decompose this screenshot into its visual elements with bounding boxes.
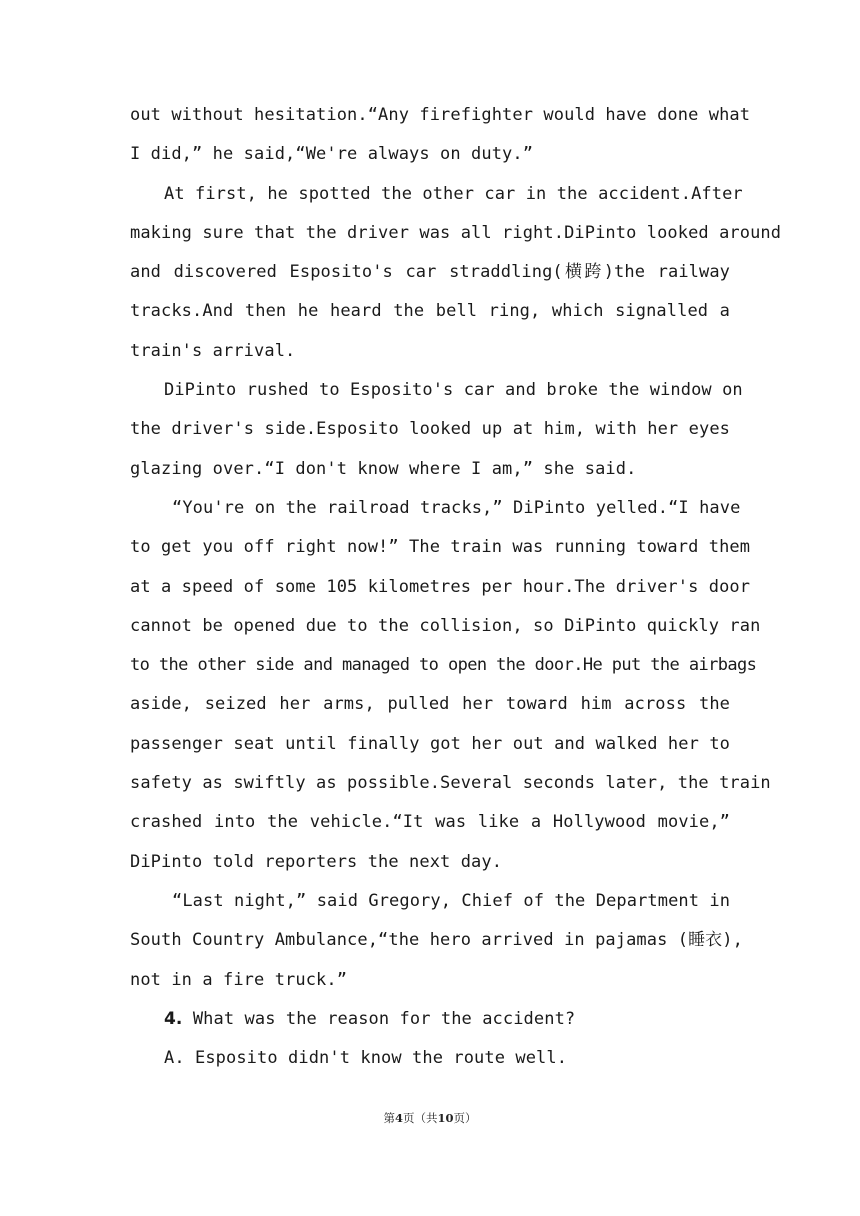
passage-line: safety as swiftly as possible.Several seconds later, the train	[130, 773, 771, 794]
passage-line: to get you off right now!” The train was running toward them	[130, 537, 751, 558]
passage-line: the driver's side.Esposito looked up at him, with her eyes	[130, 419, 730, 440]
passage-line: crashed into the vehicle.“It was like a Hollywood movie,”	[130, 812, 730, 833]
passage-line: At first, he spotted the other car in the accident.After	[164, 183, 743, 204]
passage-line: at a speed of some 105 kilometres per hour.The driver's door	[130, 576, 751, 597]
page-footer	[0, 1110, 860, 1126]
footer-middle: 页（共	[403, 1111, 438, 1125]
question-text: What was the reason for the accident?	[192, 1008, 576, 1029]
passage-line: I did,” he said,“We're always on duty.”	[130, 144, 534, 165]
passage-line: making sure that the driver was all right.DiPinto looked around	[130, 222, 782, 243]
passage-line: tracks.And then he heard the bell ring, which signalled a	[130, 301, 730, 322]
passage-line: not in a fire truck.”	[130, 969, 348, 990]
passage-line: “Last night,” said Gregory, Chief of the Department in	[172, 890, 731, 911]
passage-line: “You're on the railroad tracks,” DiPinto yelled.“I have	[172, 497, 741, 518]
passage-line: out without hesitation.“Any firefighter would have done what	[130, 105, 751, 125]
passage-line: South Country Ambulance,“the hero arrived in pajamas (睡衣),	[130, 930, 743, 951]
passage-line: aside, seized her arms, pulled her toward him across the	[130, 694, 730, 715]
footer-suffix: 页）	[453, 1111, 477, 1125]
passage-line: cannot be opened due to the collision, so DiPinto quickly ran	[130, 615, 761, 636]
option-a: A. Esposito didn't know the route well.	[164, 1048, 568, 1069]
passage-line: passenger seat until finally got her out and walked her to	[130, 733, 730, 754]
passage-line: train's arrival.	[130, 340, 296, 361]
footer-page-number: 4	[394, 1111, 403, 1125]
footer-total-pages: 10	[437, 1111, 454, 1125]
question-number: 4.	[164, 1008, 183, 1029]
passage-line: to the other side and managed to open the door.He put the airbags	[130, 655, 757, 676]
passage-line: DiPinto told reporters the next day.	[130, 851, 503, 872]
footer-prefix: 第	[383, 1111, 395, 1125]
passage-line: glazing over.“I don't know where I am,” she said.	[130, 458, 637, 479]
question-stem	[130, 1000, 730, 1039]
passage-line: and discovered Esposito's car straddling(横跨)the railway	[130, 262, 730, 283]
passage-line: DiPinto rushed to Esposito's car and broke the window on	[164, 380, 743, 401]
document-page	[130, 96, 782, 1078]
